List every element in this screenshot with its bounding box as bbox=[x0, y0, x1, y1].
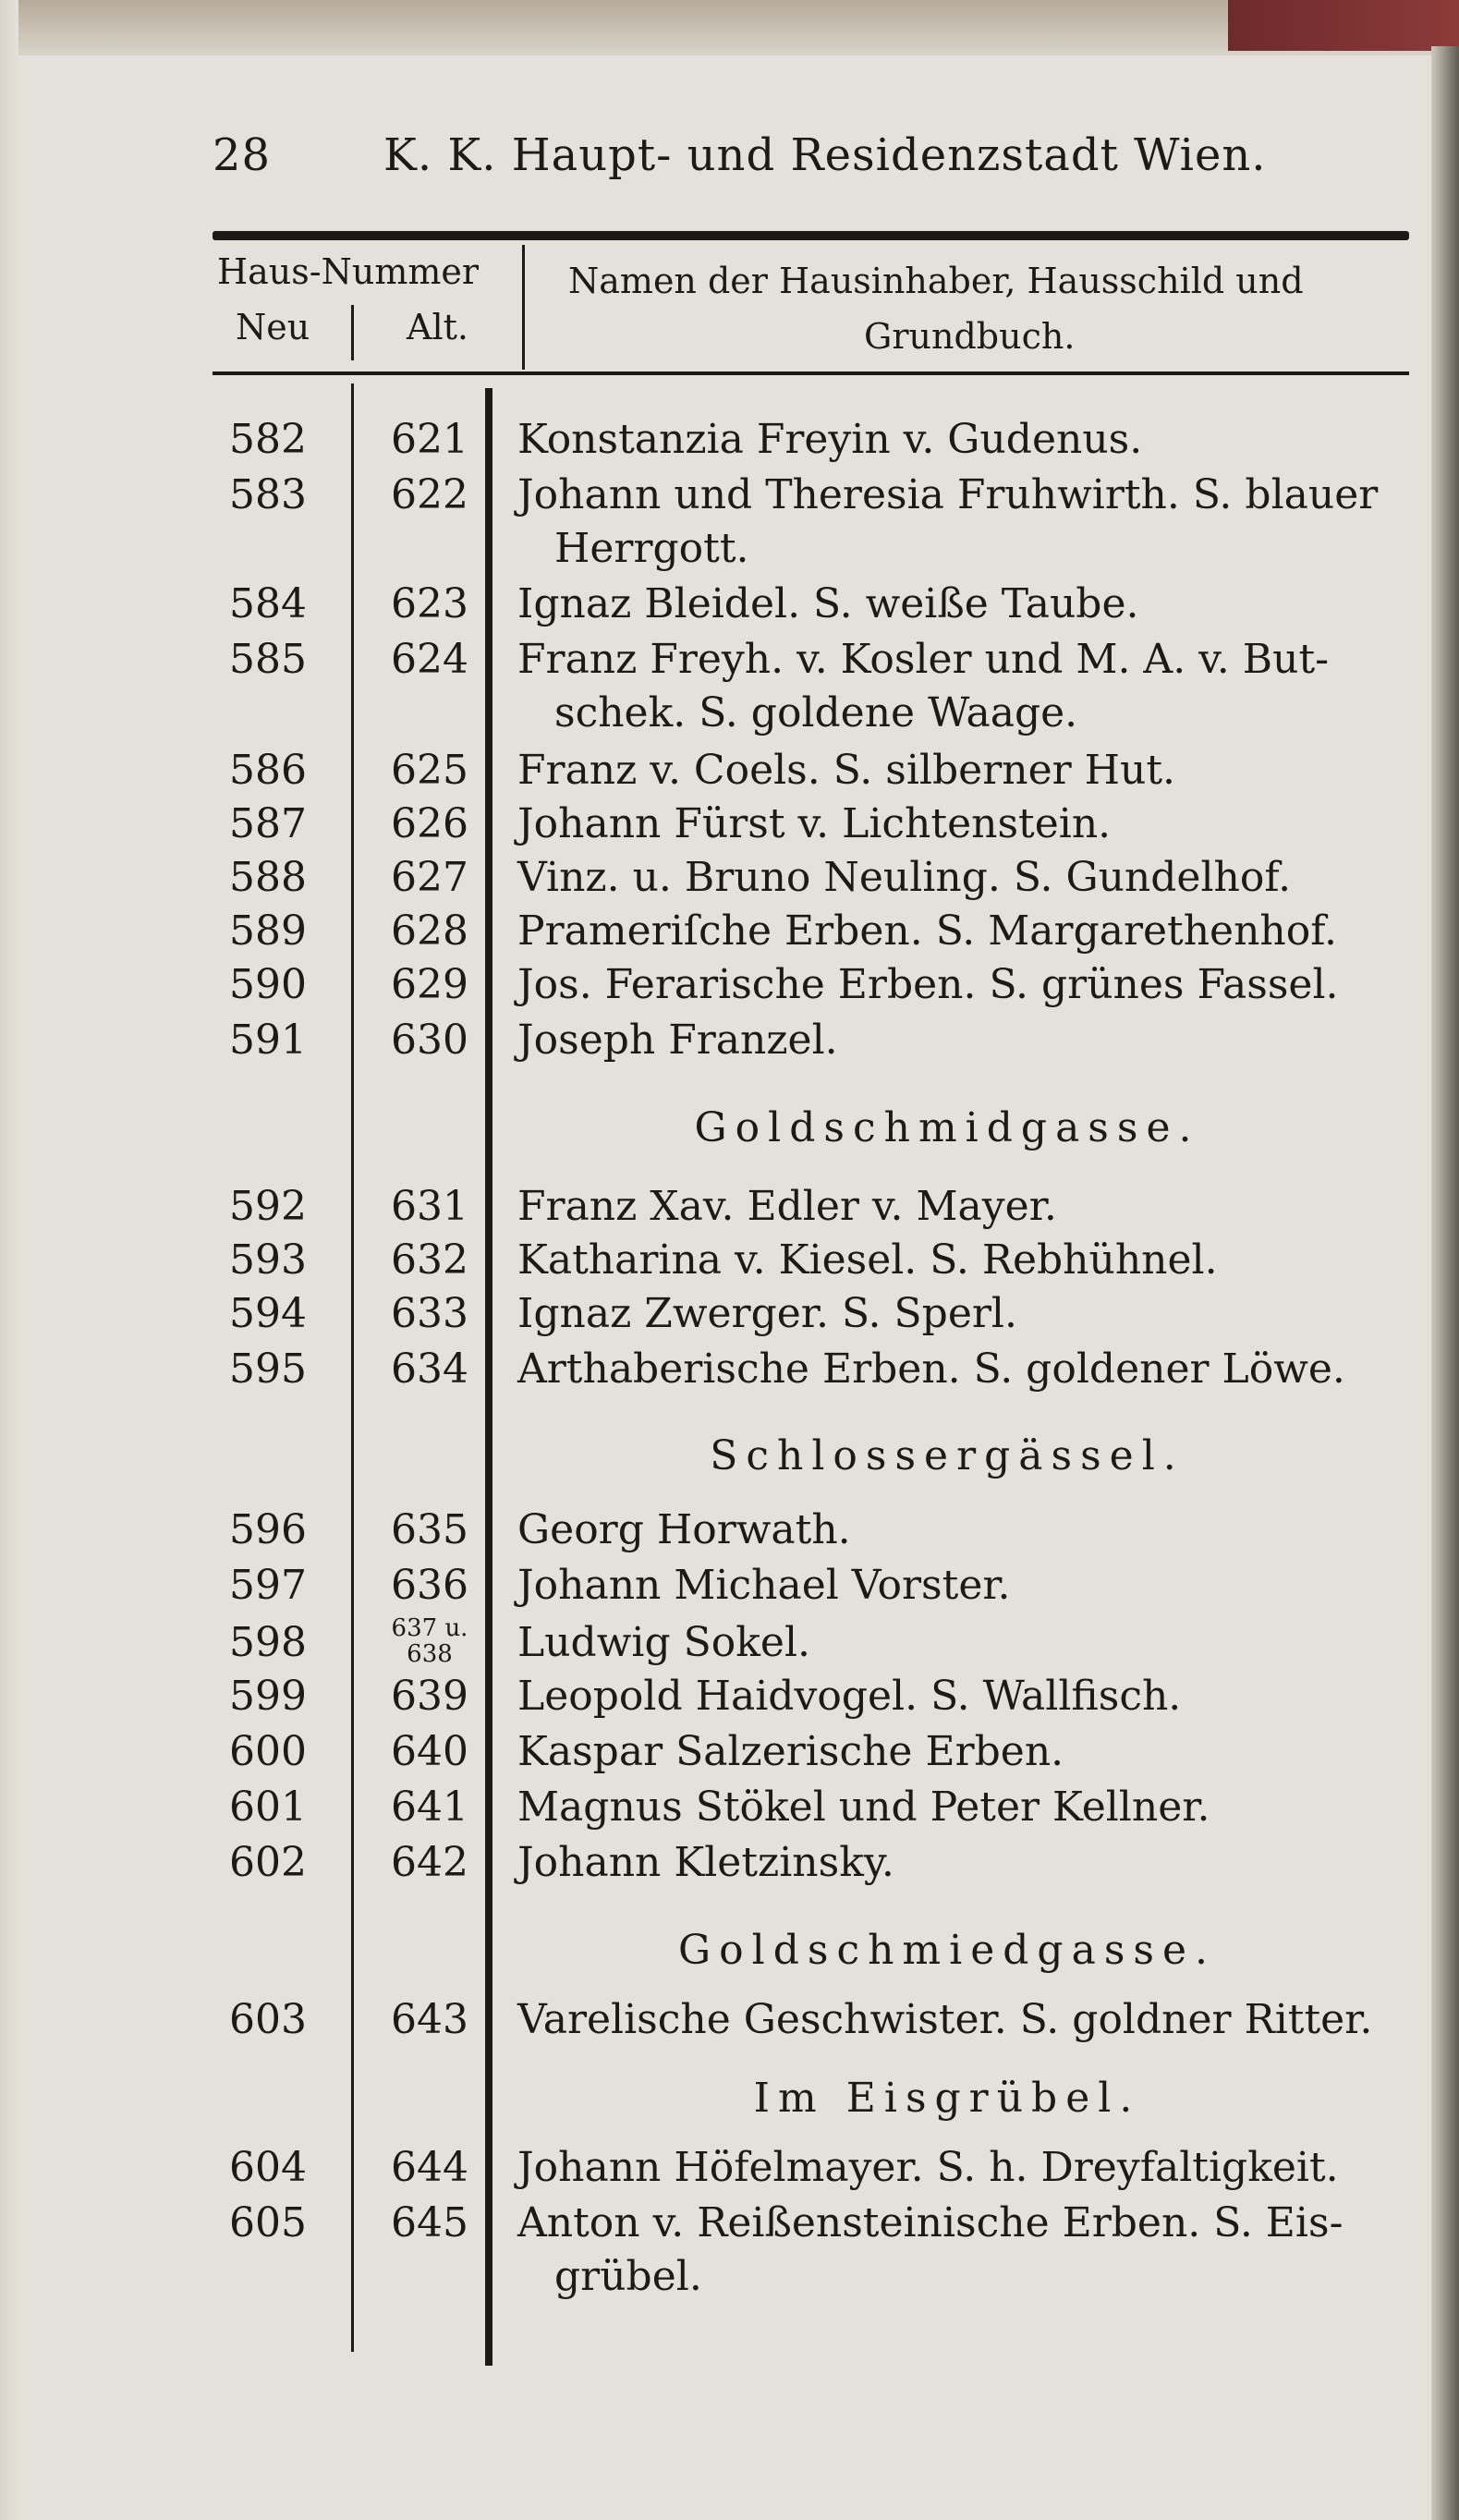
house-number-old: 645 bbox=[391, 2199, 468, 2246]
house-number-new: 594 bbox=[229, 1290, 307, 1337]
table-row bbox=[0, 854, 1459, 907]
owner-name: Konstanzia Freyin v. Gudenus. bbox=[517, 416, 1143, 463]
owner-name: Jos. Ferarische Erben. S. grünes Fassel. bbox=[517, 961, 1339, 1008]
table-row bbox=[0, 1673, 1459, 1726]
house-number-old: 633 bbox=[391, 1290, 468, 1337]
house-number-new: 598 bbox=[229, 1619, 307, 1666]
house-number-old: 640 bbox=[391, 1728, 468, 1775]
house-number-old: 625 bbox=[391, 747, 468, 794]
column-head-rule bbox=[213, 371, 1409, 375]
owner-name: Varelische Geschwister. S. goldner Ritter. bbox=[517, 1996, 1373, 2043]
table-row bbox=[0, 580, 1459, 634]
table-row bbox=[0, 416, 1459, 469]
table-row bbox=[0, 1017, 1459, 1070]
house-number-new: 595 bbox=[229, 1345, 307, 1393]
house-number-old: 635 bbox=[391, 1506, 468, 1553]
house-number-new: 605 bbox=[229, 2199, 307, 2246]
table-row bbox=[0, 1290, 1459, 1344]
owner-name: Ludwig Sokel. bbox=[517, 1619, 811, 1666]
col-names-line2: Grundbuch. bbox=[864, 316, 1076, 357]
table-row bbox=[0, 1839, 1459, 1893]
owner-name: Anton v. Reißensteinische Erben. S. Eis- bbox=[517, 2199, 1343, 2246]
house-number-old: 630 bbox=[391, 1017, 468, 1064]
owner-name: Johann Kletzinsky. bbox=[517, 1839, 894, 1886]
owner-name: Johann Höfelmayer. S. h. Dreyfaltigkeit. bbox=[517, 2144, 1339, 2191]
house-number-new: 588 bbox=[229, 854, 307, 901]
table-row bbox=[0, 800, 1459, 854]
col-new: Neu bbox=[236, 307, 310, 347]
house-number-new: 593 bbox=[229, 1236, 307, 1284]
owner-name: Vinz. u. Bruno Neuling. S. Gundelhof. bbox=[517, 854, 1292, 901]
header-divider-new-old bbox=[351, 305, 354, 360]
house-number-new: 602 bbox=[229, 1839, 307, 1886]
house-number-old: 639 bbox=[391, 1673, 468, 1720]
street-heading: Im Eisgrübel. bbox=[753, 2075, 1141, 2122]
owner-name: Johann Fürst v. Lichtenstein. bbox=[517, 800, 1112, 847]
house-number-new: 592 bbox=[229, 1183, 307, 1230]
owner-name: Ignaz Bleidel. S. weiße Taube. bbox=[517, 580, 1139, 627]
col-names-line1: Namen der Hausinhaber, Hausschild und bbox=[568, 261, 1304, 301]
house-number-new: 586 bbox=[229, 747, 307, 794]
house-number-new: 600 bbox=[229, 1728, 307, 1775]
house-number-old: 641 bbox=[391, 1783, 468, 1831]
table-row bbox=[0, 2199, 1459, 2253]
col-house-number: Haus-Nummer bbox=[217, 251, 480, 292]
house-number-new: 599 bbox=[229, 1673, 307, 1720]
house-number-new: 591 bbox=[229, 1017, 307, 1064]
running-head: K. K. Haupt- und Residenzstadt Wien. bbox=[383, 129, 1267, 181]
street-heading: Goldschmidgasse. bbox=[694, 1104, 1200, 1151]
house-number-old: 643 bbox=[391, 1996, 468, 2043]
table-row bbox=[0, 1562, 1459, 1615]
house-number-old: 623 bbox=[391, 580, 468, 627]
table-row bbox=[0, 1345, 1459, 1399]
house-number-new: 584 bbox=[229, 580, 307, 627]
table-row bbox=[0, 1183, 1459, 1236]
table-row bbox=[0, 636, 1459, 689]
owner-name: Franz v. Coels. S. silberner Hut. bbox=[517, 747, 1176, 794]
cover-red-band bbox=[1228, 0, 1459, 51]
owner-name: Johann und Theresia Fruhwirth. S. blauer bbox=[517, 471, 1379, 518]
owner-name: Katharina v. Kiesel. S. Rebhühnel. bbox=[517, 1236, 1218, 1284]
house-number-old: 624 bbox=[391, 636, 468, 683]
header-divider-names bbox=[522, 245, 525, 370]
owner-name: Joseph Franzel. bbox=[517, 1017, 838, 1064]
table-row bbox=[0, 1783, 1459, 1837]
street-heading: Schlossergässel. bbox=[710, 1432, 1185, 1479]
house-number-new: 587 bbox=[229, 800, 307, 847]
table-row bbox=[0, 1728, 1459, 1782]
owner-name-continuation: schek. S. goldene Waage. bbox=[554, 689, 1078, 737]
owner-name: Johann Michael Vorster. bbox=[517, 1562, 1011, 1609]
table-row bbox=[0, 471, 1459, 525]
house-number-new: 596 bbox=[229, 1506, 307, 1553]
house-number-new: 585 bbox=[229, 636, 307, 683]
owner-name: Arthaberische Erben. S. goldener Löwe. bbox=[517, 1345, 1345, 1393]
house-number-new: 590 bbox=[229, 961, 307, 1008]
table-row bbox=[0, 907, 1459, 961]
house-number-new: 601 bbox=[229, 1783, 307, 1831]
house-number-old: 621 bbox=[391, 416, 468, 463]
house-number-old: 622 bbox=[391, 471, 468, 518]
table-row bbox=[0, 1506, 1459, 1560]
owner-name: Kaspar Salzerische Erben. bbox=[517, 1728, 1064, 1775]
street-heading: Goldschmiedgasse. bbox=[677, 1927, 1217, 1974]
house-number-old: 637 u. 638 bbox=[391, 1614, 468, 1668]
table-row bbox=[0, 1614, 1459, 1673]
table-row bbox=[0, 1236, 1459, 1290]
owner-name: Franz Xav. Edler v. Mayer. bbox=[517, 1183, 1057, 1230]
table-row bbox=[0, 1996, 1459, 2050]
table-row bbox=[0, 747, 1459, 800]
owner-name-continuation: grübel. bbox=[554, 2253, 702, 2300]
house-number-new: 583 bbox=[229, 471, 307, 518]
house-number-old: 628 bbox=[391, 907, 468, 955]
house-number-old: 644 bbox=[391, 2144, 468, 2191]
house-number-new: 589 bbox=[229, 907, 307, 955]
house-number-new: 603 bbox=[229, 1996, 307, 2043]
house-number-old: 642 bbox=[391, 1839, 468, 1886]
owner-name: Georg Horwath. bbox=[517, 1506, 851, 1553]
house-number-old: 636 bbox=[391, 1562, 468, 1609]
owner-name: Prameriſche Erben. S. Margarethenhof. bbox=[517, 907, 1337, 955]
owner-name: Ignaz Zwerger. S. Sperl. bbox=[517, 1290, 1017, 1337]
owner-name: Franz Freyh. v. Kosler und M. A. v. But- bbox=[517, 636, 1330, 683]
page-number: 28 bbox=[213, 129, 272, 181]
house-number-old: 629 bbox=[391, 961, 468, 1008]
owner-name-continuation: Herrgott. bbox=[554, 525, 749, 572]
owner-name: Magnus Stökel und Peter Kellner. bbox=[517, 1783, 1210, 1831]
house-number-old: 627 bbox=[391, 854, 468, 901]
house-number-new: 604 bbox=[229, 2144, 307, 2191]
table-row bbox=[0, 2144, 1459, 2197]
page-header bbox=[213, 129, 1414, 203]
house-number-old: 634 bbox=[391, 1345, 468, 1393]
header-rule bbox=[213, 231, 1409, 240]
house-number-new: 597 bbox=[229, 1562, 307, 1609]
house-number-old: 632 bbox=[391, 1236, 468, 1284]
col-old: Alt. bbox=[407, 307, 468, 347]
house-number-old: 631 bbox=[391, 1183, 468, 1230]
house-number-old: 626 bbox=[391, 800, 468, 847]
owner-name: Leopold Haidvogel. S. Wallfisch. bbox=[517, 1673, 1182, 1720]
table-row bbox=[0, 961, 1459, 1015]
house-number-new: 582 bbox=[229, 416, 307, 463]
